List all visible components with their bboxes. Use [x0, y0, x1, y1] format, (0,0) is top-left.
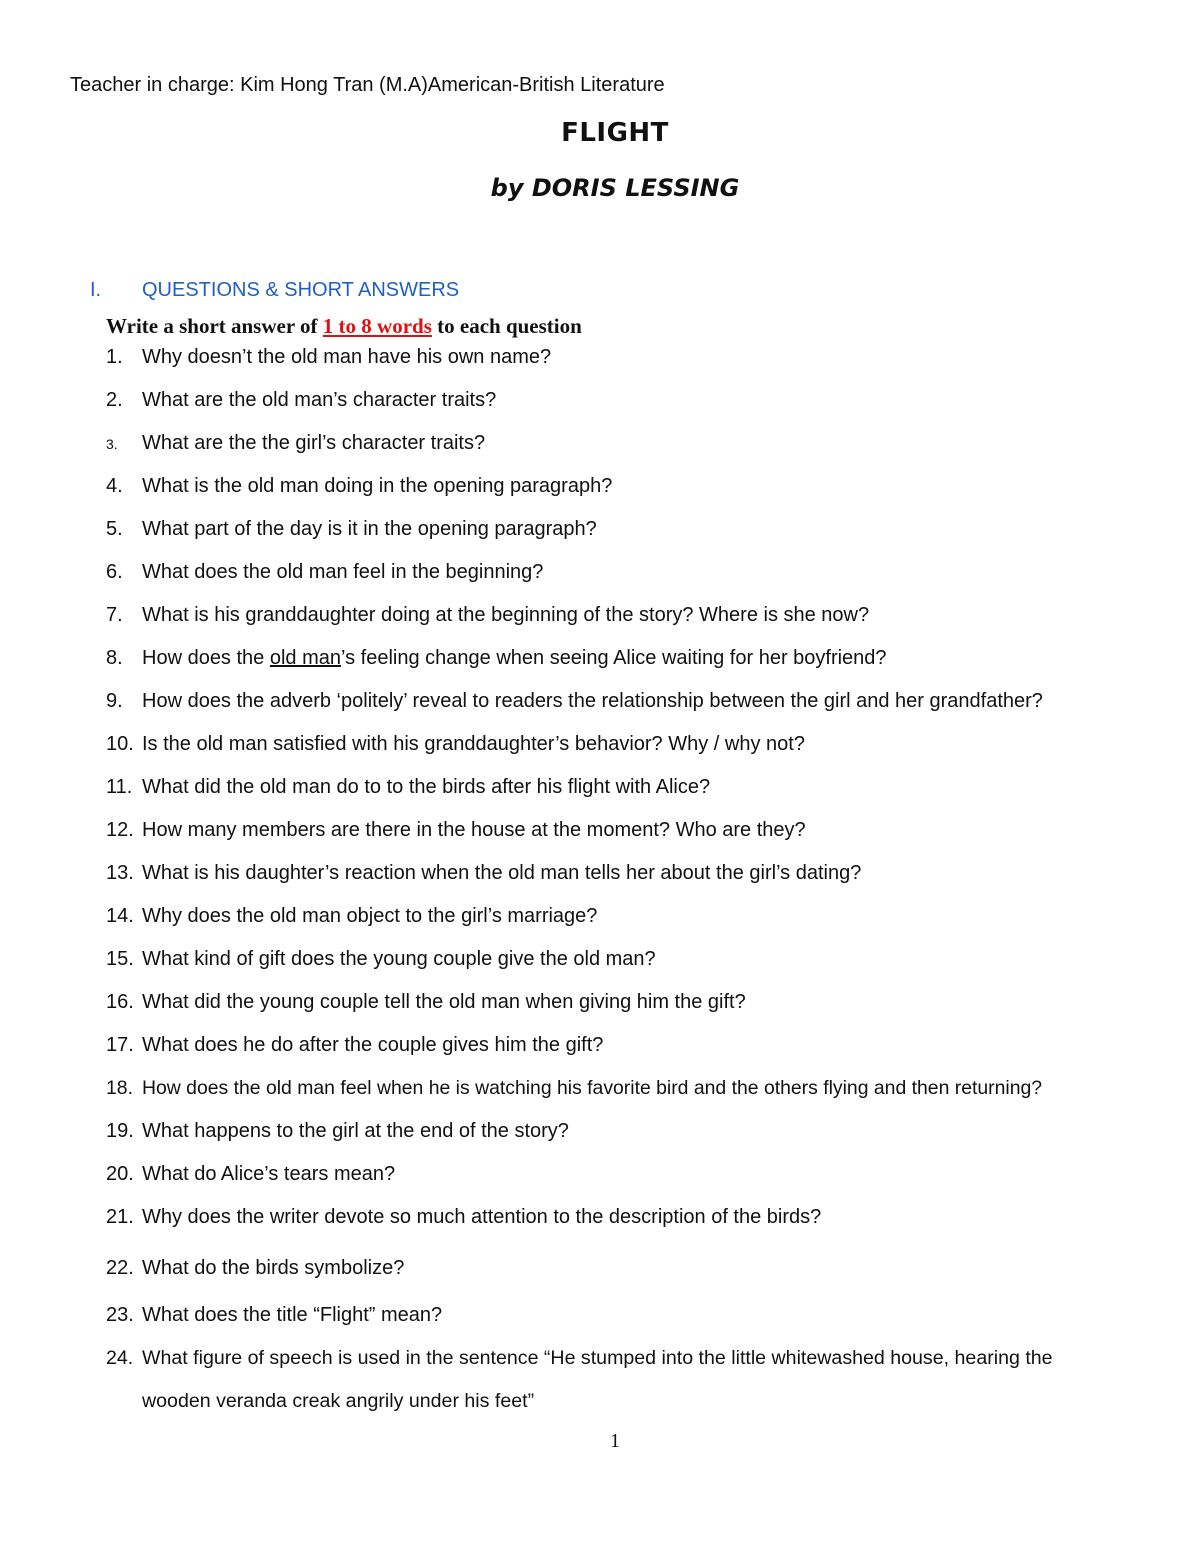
question-item	[106, 774, 710, 800]
question-text: Why does the writer devote so much attention to the description of the birds?	[142, 1206, 822, 1228]
question-text: How many members are there in the house at the moment? Who are they?	[142, 819, 806, 841]
question-item	[106, 473, 612, 499]
question-text: What did the old man do to to the birds after his flight with Alice?	[142, 776, 711, 798]
question-item	[106, 387, 496, 413]
question-number: 10.	[106, 733, 134, 755]
question-item	[106, 1204, 821, 1230]
question-number: 4.	[106, 475, 123, 497]
question-number: 24.	[106, 1347, 134, 1369]
question-text: How does the adverb ‘politely’ reveal to readers the relationship between the girl and her grandfather?	[142, 690, 1043, 712]
question-number: 17.	[106, 1034, 134, 1056]
question-text: What is his granddaughter doing at the beginning of the story? Where is she now?	[142, 604, 870, 626]
question-text: What did the young couple tell the old man when giving him the gift?	[142, 991, 746, 1013]
page-number: 1	[610, 1430, 620, 1452]
question-number: 5.	[106, 518, 123, 540]
question-item	[106, 731, 805, 757]
question-number: 15.	[106, 948, 134, 970]
question-text: What happens to the girl at the end of the story?	[142, 1120, 569, 1142]
question-number: 1.	[106, 346, 123, 368]
question-text: What are the the girl’s character traits?	[142, 432, 486, 454]
question-text: What does the title “Flight” mean?	[142, 1304, 443, 1326]
question-item	[106, 946, 656, 972]
question-text: How does the old man feel when he is watching his favorite bird and the others flying and then returning?	[142, 1077, 1043, 1099]
section-heading	[90, 279, 459, 302]
instruction-before: Write a short answer of	[106, 314, 323, 338]
question-text: What do Alice’s tears mean?	[142, 1163, 396, 1185]
question-number: 13.	[106, 862, 134, 884]
question-number: 11.	[106, 776, 133, 798]
document-subtitle: by DORIS LESSING	[490, 174, 740, 202]
question-text: What figure of speech is used in the sentence “He stumped into the little whitewashed house, hearing the	[142, 1347, 1053, 1369]
question-text: What does he do after the couple gives him the gift?	[142, 1034, 604, 1056]
question-number: 8.	[106, 647, 123, 669]
instruction	[106, 314, 582, 339]
question-item	[106, 1075, 1042, 1101]
instruction-after: to each question	[431, 314, 582, 338]
question-text: Why doesn’t the old man have his own name?	[142, 346, 552, 368]
question-number: 9.	[106, 690, 123, 712]
question-number: 19.	[106, 1120, 134, 1142]
question-number: 23.	[106, 1304, 134, 1326]
question-text	[142, 647, 887, 669]
question-item	[106, 559, 543, 585]
document-title: FLIGHT	[561, 118, 669, 148]
question-item	[106, 602, 869, 628]
question-number: 3.	[106, 436, 118, 452]
question-item	[106, 1345, 1053, 1414]
teacher-line: Teacher in charge: Kim Hong Tran (M.A)American-British Literature	[70, 74, 665, 96]
question-number: 20.	[106, 1163, 134, 1185]
question-text: What are the old man’s character traits?	[142, 389, 497, 411]
question-number: 16.	[106, 991, 134, 1013]
question-text-post: ’s feeling change when seeing Alice waiting for her boyfriend?	[341, 647, 887, 669]
question-text: Is the old man satisfied with his granddaughter’s behavior? Why / why not?	[142, 733, 805, 755]
question-item	[106, 903, 597, 929]
question-text: Why does the old man object to the girl’s marriage?	[142, 905, 598, 927]
question-item	[106, 1032, 603, 1058]
question-text: What is the old man doing in the opening paragraph?	[142, 475, 613, 497]
question-number: 12.	[106, 819, 134, 841]
question-text: What does the old man feel in the beginning?	[142, 561, 544, 583]
instruction-highlight: 1 to 8 words	[322, 314, 432, 338]
question-number: 21.	[106, 1206, 134, 1228]
question-number: 2.	[106, 389, 123, 411]
section-number: I.	[90, 279, 102, 301]
question-item	[106, 430, 485, 457]
question-text-pre: How does the	[142, 647, 270, 669]
question-item	[106, 1118, 569, 1144]
question-item	[106, 516, 597, 542]
question-text: What is his daughter’s reaction when the old man tells her about the girl’s dating?	[142, 862, 862, 884]
section-title: QUESTIONS & SHORT ANSWERS	[142, 279, 460, 301]
question-item	[106, 645, 887, 671]
question-item	[106, 344, 551, 370]
question-item	[106, 817, 806, 843]
question-text-underlined: old man	[269, 647, 342, 669]
question-number: 22.	[106, 1257, 134, 1279]
question-item	[106, 989, 746, 1015]
question-item	[106, 1255, 404, 1281]
question-text: What part of the day is it in the opening paragraph?	[142, 518, 597, 540]
question-text: What do the birds symbolize?	[142, 1257, 405, 1279]
question-item	[106, 688, 1043, 714]
question-item	[106, 1161, 395, 1187]
question-number: 14.	[106, 905, 134, 927]
question-number: 18.	[106, 1077, 133, 1099]
question-text-continued: wooden veranda creak angrily under his feet”	[142, 1390, 535, 1412]
question-number: 6.	[106, 561, 123, 583]
question-item	[106, 1302, 442, 1328]
question-text: What kind of gift does the young couple give the old man?	[142, 948, 656, 970]
question-number: 7.	[106, 604, 123, 626]
question-item	[106, 860, 861, 886]
